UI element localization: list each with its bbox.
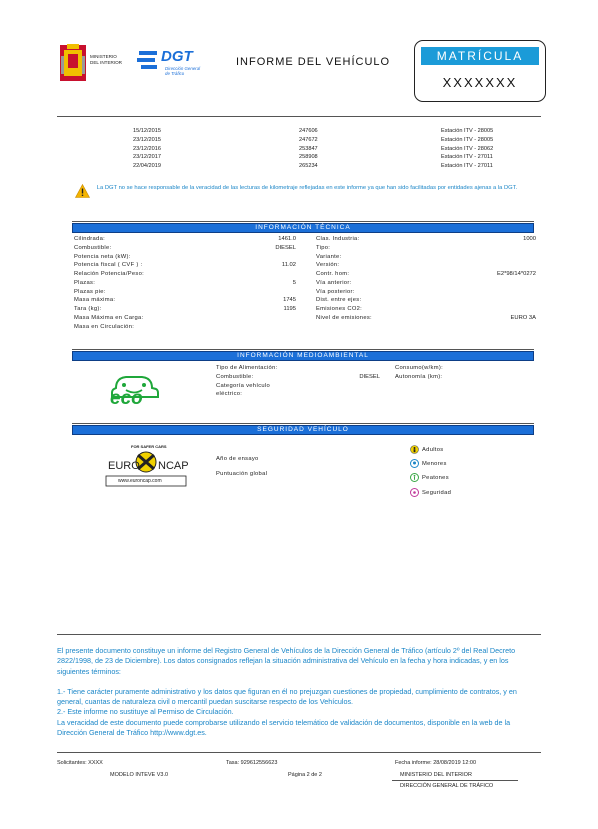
global-score-label: Puntuación global xyxy=(216,471,268,477)
km-record-row xyxy=(0,146,598,155)
footer-divider xyxy=(57,752,541,753)
tech-right-label: Vía anterior: xyxy=(316,279,352,286)
tech-right-label: Tipo: xyxy=(316,244,331,251)
fuel-type-label: Tipo de Alimentación: xyxy=(216,365,278,371)
applicant: Solicitantes: XXXX xyxy=(57,760,103,766)
tech-left-label: Masa Máxima en Carga: xyxy=(74,314,144,321)
legal-paragraph-3: 2.- Este informe no sustituye al Permiso de Circulación. xyxy=(57,707,234,717)
category-label: Categoría vehículo xyxy=(216,383,271,389)
legal-divider xyxy=(57,634,541,635)
footer-dgt: DIRECCIÓN GENERAL DE TRÁFICO xyxy=(400,783,494,789)
legal-paragraph-4: La veracidad de este documento puede comprobarse utilizando el servicio telemático de validación de documentos, disponible en la web de la Dirección General de Tráfico http://www.dgt.es. xyxy=(57,717,511,738)
consumption-label: Consumo(w/km): xyxy=(395,365,444,371)
dgt-sub-line-1: Dirección General xyxy=(165,66,201,71)
km-date: 23/12/2017 xyxy=(133,154,161,161)
footer-ministry-underline xyxy=(392,780,518,781)
tech-left-label: Relación Potencia/Peso: xyxy=(74,271,145,277)
tech-left-value: DIESEL xyxy=(275,244,296,251)
km-date: 15/12/2015 xyxy=(133,128,161,134)
km-station: Estación ITV - 28005 xyxy=(441,136,494,143)
km-date: 22/04/2019 xyxy=(133,163,161,170)
tech-right-label: Clas. Industria: xyxy=(316,236,360,242)
km-station: Estación ITV - 27011 xyxy=(441,154,493,161)
tech-right-value: 1000 xyxy=(523,236,536,242)
tech-left-label: Plazas pie: xyxy=(74,288,106,295)
eco-label: eco xyxy=(110,388,143,409)
tech-left-value: 1745 xyxy=(283,297,296,304)
pedestrian-icon xyxy=(410,469,419,478)
km-value: 265234 xyxy=(299,163,318,170)
tech-left-value: 1461.0 xyxy=(278,236,296,242)
km-value: 247606 xyxy=(299,128,318,134)
tech-right-label: Vía posterior: xyxy=(316,288,355,295)
tech-right-label: Dist. entre ejes: xyxy=(316,297,362,304)
test-year-label: Año de ensayo xyxy=(216,456,259,462)
euroncap-url: www.euroncap.com xyxy=(118,478,162,484)
ministry-line-2: DEL INTERIOR xyxy=(90,59,122,65)
tech-right-value: EURO 3A xyxy=(510,314,536,321)
tech-left-value: 11.02 xyxy=(281,262,296,269)
tech-left-value: 5 xyxy=(292,279,296,286)
model: MODELO INTEVE V3.0 xyxy=(110,772,169,778)
eco-badge xyxy=(104,368,164,410)
km-date: 23/12/2015 xyxy=(133,136,161,143)
tech-right-label: Contr. hom: xyxy=(316,271,350,277)
footer-ministry: MINISTERIO DEL INTERIOR xyxy=(400,772,472,778)
tech-left-label: Masa en Circulación: xyxy=(74,323,135,330)
header-divider xyxy=(57,116,541,117)
safety-pedestrians-label: Peatones xyxy=(422,475,449,481)
adult-icon xyxy=(410,441,419,450)
euroncap-left-text: EURO xyxy=(108,460,140,472)
plate-value: XXXXXXX xyxy=(442,75,518,90)
legal-text xyxy=(57,646,537,738)
page-number: Página 2 de 2 xyxy=(288,772,322,778)
km-record-row xyxy=(0,154,598,163)
safety-children-label: Menores xyxy=(422,461,447,467)
dgt-sub-line-2: de Tráfico xyxy=(165,71,185,77)
legal-paragraph-2: 1.- Tiene carácter puramente administrativo y los datos que figuran en él no prejuzgan cuestiones de propiedad, cumplimiento de contratos, y en general, cuantas de naturaleza civil o mercantil puedan suscitarse respecto de los Vehículos. xyxy=(57,686,517,707)
tech-left-label: Tara (kg): xyxy=(74,306,102,312)
km-record-row xyxy=(0,137,598,146)
km-disclaimer: La DGT no se hace responsable de la veracidad de las lecturas de kilometraje reflejadas en este informe ya que han sido facilitadas por entidades ajenas a la DGT. xyxy=(96,185,518,191)
plate-box xyxy=(414,40,546,102)
plate-label: MATRÍCULA xyxy=(421,47,539,65)
safety-section-topline xyxy=(72,423,534,424)
fee: Tasa: 929612556623 xyxy=(226,760,278,766)
km-station: Estación ITV - 28062 xyxy=(441,145,494,152)
tech-left-label: Cilindrada: xyxy=(74,236,106,242)
tech-left-label: Plazas: xyxy=(74,279,96,286)
env-section-topline xyxy=(72,349,534,350)
tech-section-header: INFORMACIÓN TÉCNICA xyxy=(72,223,534,233)
tech-right-label: Nivel de emisiones: xyxy=(316,314,372,321)
tech-left-label: Combustible: xyxy=(74,244,112,251)
km-date: 23/12/2016 xyxy=(133,145,161,152)
category-label-2: eléctrico: xyxy=(216,391,243,397)
warning-icon xyxy=(75,184,90,198)
tech-right-value: E2*98/14*0272 xyxy=(496,271,536,277)
km-station: Estación ITV - 27011 xyxy=(441,163,493,170)
autonomy-label: Autonomía (km): xyxy=(395,374,443,380)
km-station: Estación ITV - 28005 xyxy=(441,128,494,134)
spain-government-logo xyxy=(58,42,128,84)
euroncap-logo xyxy=(104,443,188,487)
km-value: 253847 xyxy=(299,145,318,152)
safety-adults-label: Adultos xyxy=(422,447,444,453)
tech-right-label: Versión: xyxy=(316,262,340,269)
safety-section-header: SEGURIDAD VEHÍCULO xyxy=(72,425,534,435)
env-section-header: INFORMACIÓN MEDIOAMBIENTAL xyxy=(72,351,534,361)
env-fuel-label: Combustible: xyxy=(216,374,254,380)
km-record-row xyxy=(0,128,598,137)
safety-assist-label: Seguridad xyxy=(422,490,452,496)
dgt-emblem-icon xyxy=(137,49,159,73)
km-record-row xyxy=(0,163,598,172)
report-date: Fecha informe: 28/08/2019 12:00 xyxy=(395,760,477,766)
tech-left-value: 1195 xyxy=(283,306,296,312)
tech-left-label: Masa máxima: xyxy=(74,297,116,304)
tech-section-topline xyxy=(72,221,534,222)
tech-right-label: Variante: xyxy=(316,253,342,260)
dgt-logo-text: DGT xyxy=(161,48,193,65)
km-value: 258908 xyxy=(299,154,318,161)
child-icon xyxy=(410,455,419,464)
env-fuel-value: DIESEL xyxy=(359,374,380,380)
euroncap-top-text: FOR SAFER CARS xyxy=(131,444,167,449)
legal-paragraph-1: El presente documento constituye un informe del Registro General de Vehículos de la Dirección General de Tráfico (artículo 2º del Real Decreto 2822/1998, de 23 de Diciembre). Los datos consignados reflejan la situación administrativa del Vehículo en la fecha y hora indicadas, y en los siguientes términos: xyxy=(57,646,516,676)
euroncap-right-text: NCAP xyxy=(158,460,189,472)
ministry-line-1: MINISTERIO xyxy=(90,54,117,59)
dgt-logo xyxy=(135,42,210,84)
page-title: INFORME DEL VEHÍCULO xyxy=(236,56,391,68)
safety-assist-icon xyxy=(410,484,419,493)
tech-left-label: Potencia neta (kW): xyxy=(74,253,131,260)
tech-left-label: Potencia fiscal ( CVF ) : xyxy=(74,262,143,269)
tech-right-label: Emisiones CO2: xyxy=(316,306,363,312)
km-value: 247672 xyxy=(299,136,318,143)
